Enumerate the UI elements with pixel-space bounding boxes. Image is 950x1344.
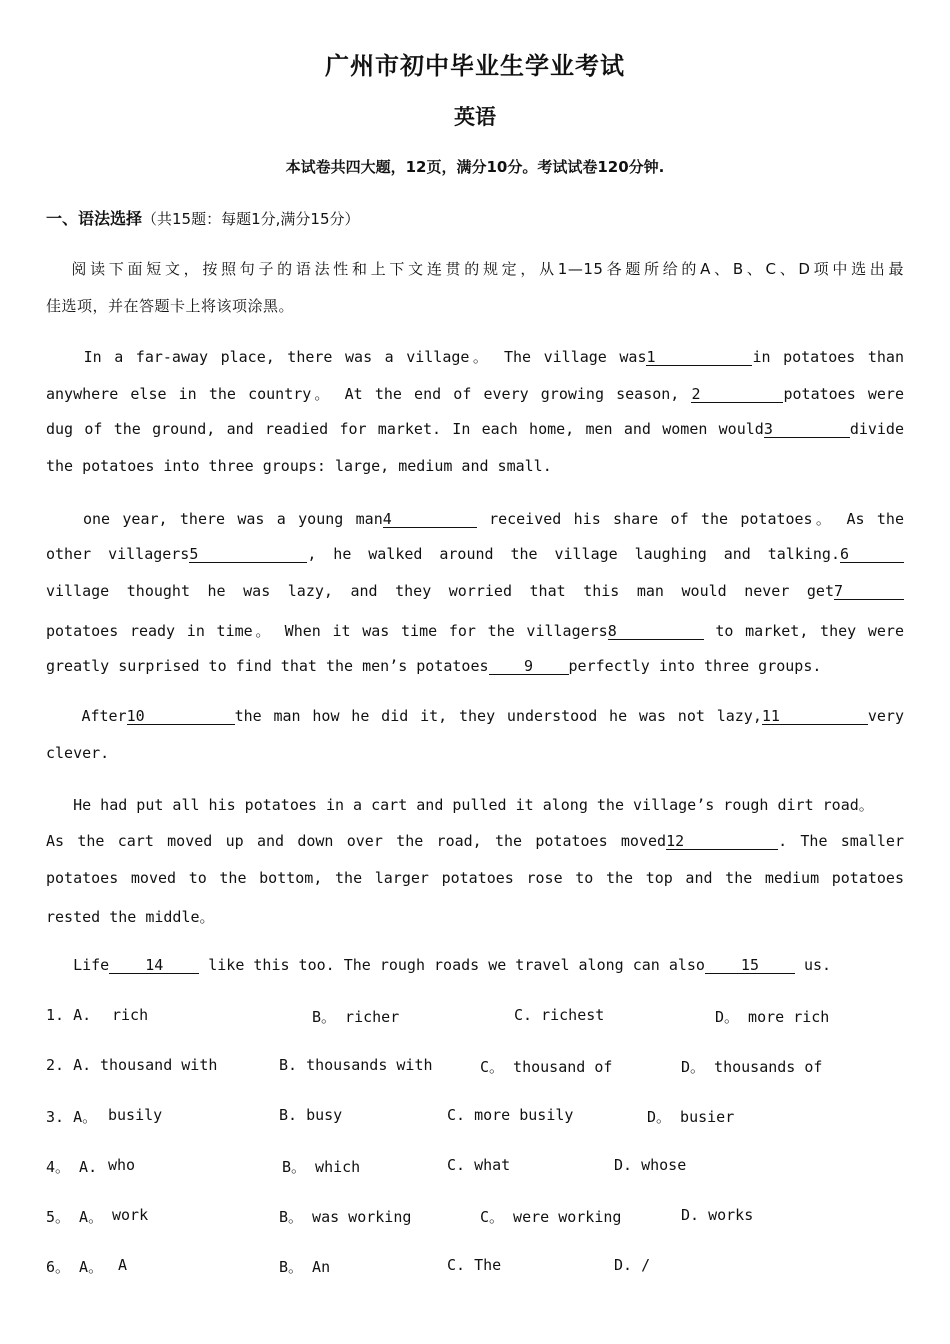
passage-text: potatoes ready in time。 When it was time for the villagers: [46, 622, 608, 640]
passage-line: [46, 545, 904, 563]
passage-text: in potatoes than: [752, 348, 904, 366]
section-heading: [46, 206, 360, 229]
passage-text: After: [81, 707, 127, 725]
passage-line: clever.: [46, 744, 110, 762]
option-c[interactable]: C。 thousand of: [480, 1058, 613, 1076]
option-b[interactable]: B. thousands with: [279, 1056, 433, 1074]
passage-text: dug of the ground, and readied for market. In each home, men and women would: [46, 420, 764, 438]
option-b[interactable]: B。 was working: [279, 1208, 412, 1226]
option-a[interactable]: rich: [112, 1006, 149, 1024]
question-number: 5。 A。: [46, 1208, 104, 1226]
passage-text: one year, there was a young man: [82, 510, 383, 528]
passage-line: [46, 383, 904, 404]
passage-line: [46, 582, 904, 600]
blank-15: 15: [705, 957, 795, 974]
question-number: 2. A.: [46, 1056, 92, 1074]
passage-line: potatoes moved to the bottom, the larger potatoes rose to the top and the medium potatoes: [46, 869, 904, 887]
option-c[interactable]: C. more busily: [447, 1106, 574, 1124]
blank-12: 12: [666, 833, 778, 850]
option-b[interactable]: B。 richer: [312, 1008, 400, 1026]
blank-8: 8: [608, 623, 704, 640]
blank-14: 14: [109, 957, 199, 974]
passage-text: other villagers: [46, 545, 190, 563]
blank-7: 7: [834, 583, 904, 600]
passage-text: greatly surprised to find that the men’s potatoes: [46, 657, 489, 675]
passage-text: perfectly into three groups.: [568, 657, 822, 675]
blank-3: 3: [764, 421, 850, 438]
passage-text: us.: [803, 956, 832, 974]
question-number: 4。 A.: [46, 1158, 98, 1176]
passage-text: As the cart moved up and down over the road, the potatoes moved: [46, 832, 667, 850]
option-c[interactable]: C. what: [447, 1156, 511, 1174]
blank-11: 11: [762, 708, 868, 725]
passage-text: the man how he did it, they understood he was not lazy,: [234, 707, 762, 725]
passage-text: like this too. The rough roads we travel along can also: [208, 956, 705, 974]
passage-text: potatoes were: [783, 385, 904, 403]
blank-6: 6: [840, 546, 904, 563]
option-d[interactable]: D。 thousands of: [681, 1058, 823, 1076]
passage-text: very: [867, 707, 904, 725]
instruction-line-1: [46, 258, 904, 279]
option-d[interactable]: D. /: [614, 1256, 651, 1274]
exam-subject: 英语: [454, 105, 496, 129]
blank-10: 10: [127, 708, 235, 725]
passage-text: He had put all his potatoes in a cart and pulled it along the village’s rough dirt road。: [73, 796, 874, 814]
option-b[interactable]: B. busy: [279, 1106, 343, 1124]
passage-line: [46, 508, 904, 529]
passage-text: received his share of the potatoes。 As the: [489, 510, 904, 528]
passage-text: village thought he was lazy, and they worried that this man would never get: [46, 582, 834, 600]
option-d[interactable]: D。 more rich: [715, 1008, 830, 1026]
option-b[interactable]: B。 An: [279, 1258, 331, 1276]
passage-line: [46, 832, 904, 850]
passage-text: In a far-away place, there was a village。 The village was: [83, 348, 647, 366]
passage-line: [46, 794, 904, 815]
passage-text: to market, they were: [715, 622, 904, 640]
option-a[interactable]: thousand with: [100, 1056, 218, 1074]
passage-text: Life: [73, 956, 110, 974]
option-a[interactable]: work: [112, 1206, 149, 1224]
passage-text: , he walked around the village laughing and talking.: [307, 545, 840, 563]
option-d[interactable]: D. whose: [614, 1156, 687, 1174]
passage-line: rested the middle。: [46, 908, 215, 926]
section-desc: （共15题：每题1分,满分15分）: [142, 210, 360, 228]
option-d[interactable]: D。 busier: [647, 1108, 735, 1126]
section-title: 一、语法选择: [46, 209, 143, 228]
passage-line: [46, 346, 904, 367]
passage-text: anywhere else in the country。 At the end of every growing season,: [46, 385, 680, 403]
option-b[interactable]: B。 which: [282, 1158, 361, 1176]
option-c[interactable]: C。 were working: [480, 1208, 622, 1226]
option-a[interactable]: busily: [108, 1106, 163, 1124]
passage-line: [46, 707, 904, 725]
passage-line: [46, 956, 904, 974]
instruction-line-2: 佳选项，并在答题卡上将该项涂黑。: [46, 297, 295, 315]
passage-line: [46, 657, 904, 675]
question-number: 3. A。: [46, 1108, 98, 1126]
exam-note: 本试卷共四大题，12页，满分10分。考试试卷120分钟.: [285, 158, 665, 176]
instruction-text-1: 阅读下面短文，按照句子的语法性和上下文连贯的规定，从1—15各题所给的A、B、C、D项中选出最: [71, 260, 904, 278]
passage-text: . The smaller: [778, 832, 904, 850]
blank-2: 2: [691, 386, 783, 403]
passage-line: the potatoes into three groups: large, medium and small.: [46, 457, 552, 475]
option-d[interactable]: D. works: [681, 1206, 754, 1224]
question-number: 1. A.: [46, 1006, 92, 1024]
blank-9: 9: [489, 658, 569, 675]
option-c[interactable]: C. richest: [514, 1006, 605, 1024]
blank-4: 4: [383, 511, 477, 528]
passage-line: [46, 420, 904, 438]
passage-line: [46, 620, 904, 641]
blank-5: 5: [189, 546, 307, 563]
option-c[interactable]: C. The: [447, 1256, 502, 1274]
passage-text: divide: [849, 420, 904, 438]
exam-title: 广州市初中毕业生学业考试: [325, 52, 625, 80]
question-number: 6。 A。: [46, 1258, 104, 1276]
blank-1: 1: [646, 349, 752, 366]
option-a[interactable]: A: [118, 1256, 128, 1274]
option-a[interactable]: who: [108, 1156, 136, 1174]
